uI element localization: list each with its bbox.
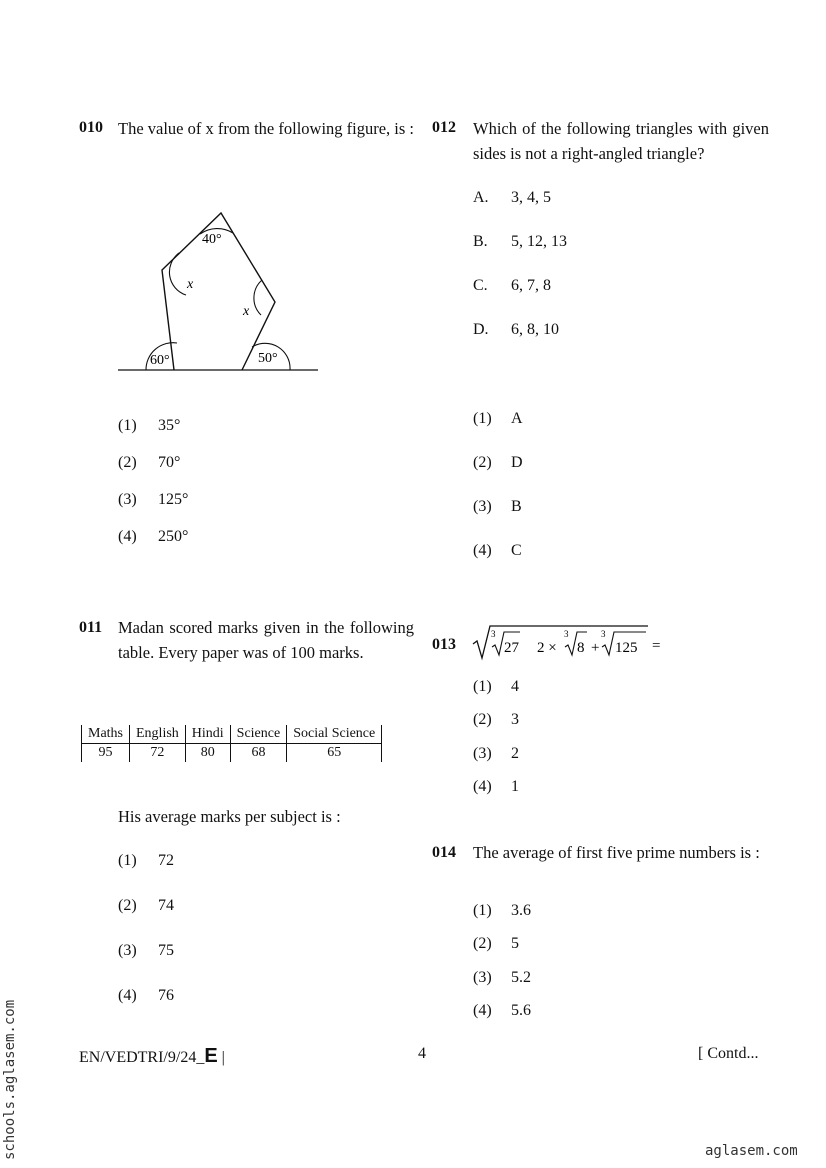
q012-option-4[interactable]: (4) C [473,542,522,559]
q014-option-2[interactable]: (2) 5 [473,935,519,952]
table-cell: 68 [230,744,287,763]
q013-root-index: 3 [491,629,496,639]
footer-separator: | [221,1049,225,1066]
table-header-cell: English [130,725,186,744]
paper-code: EN/VEDTRI/9/24_ [79,1049,205,1066]
table-cell: 65 [287,744,382,763]
q010-pentagon-figure [112,205,324,377]
q014-option-4[interactable]: (4) 5.6 [473,1002,531,1019]
q013-radical-expression [470,622,670,664]
q010-option-1[interactable]: (1) 35° [118,417,181,434]
q013-equals: = [652,638,661,654]
q011-option-4[interactable]: (4) 76 [118,987,174,1004]
figure-angle-right-base: 50° [258,351,278,366]
q010-number: 010 [79,119,103,136]
q011-option-3[interactable]: (3) 75 [118,942,174,959]
contd-label: [ Contd... [698,1045,759,1062]
corner-watermark: aglasem.com [705,1143,798,1159]
figure-var-left: x [187,277,194,292]
figure-angle-top: 40° [202,232,222,247]
q013-option-4[interactable]: (4) 1 [473,778,519,795]
q011-marks-table [81,725,382,762]
table-header-row [82,725,382,744]
q012-number: 012 [432,119,456,136]
page-number: 4 [418,1045,426,1062]
q013-root-index: 3 [564,629,569,639]
q013-plus: + [591,640,600,656]
q013-root-index: 3 [601,629,606,639]
q012-choice-d: D. 6, 8, 10 [473,321,559,338]
q011-option-2[interactable]: (2) 74 [118,897,174,914]
table-header-cell: Maths [82,725,130,744]
q013-radicand-b: 8 [577,640,585,656]
q011-prompt: His average marks per subject is : [118,807,341,826]
table-cell: 80 [185,744,230,763]
q014-number: 014 [432,844,456,861]
table-row [82,744,382,763]
side-watermark: schools.aglasem.com [2,999,18,1160]
q012-option-2[interactable]: (2) D [473,454,523,471]
q010-option-4[interactable]: (4) 250° [118,528,189,545]
q014-option-3[interactable]: (3) 5.2 [473,969,531,986]
q012-option-1[interactable]: (1) A [473,410,523,427]
q013-option-1[interactable]: (1) 4 [473,678,519,695]
q013-times: 2 × [537,640,557,656]
q013-number: 013 [432,636,456,653]
q010-option-3[interactable]: (3) 125° [118,491,189,508]
table-header-cell: Social Science [287,725,382,744]
q013-option-3[interactable]: (3) 2 [473,745,519,762]
q012-choice-b: B. 5, 12, 13 [473,233,567,250]
figure-var-right: x [243,304,250,319]
q012-choice-c: C. 6, 7, 8 [473,277,551,294]
q014-option-1[interactable]: (1) 3.6 [473,902,531,919]
q013-option-2[interactable]: (2) 3 [473,711,519,728]
q012-option-3[interactable]: (3) B [473,498,522,515]
table-cell: 72 [130,744,186,763]
q011-option-1[interactable]: (1) 72 [118,852,174,869]
q013-radicand-a: 27 [504,640,519,656]
q014-question-text: The average of first five prime numbers is : [473,843,760,862]
table-cell: 95 [98,745,113,760]
footer-paper-code [79,1045,225,1068]
q011-question-text: Madan scored marks given in the following table. Every paper was of 100 marks. [118,618,414,662]
table-header-cell: Hindi [185,725,230,744]
q012-choice-a: A. 3, 4, 5 [473,189,551,206]
q011-number: 011 [79,619,103,636]
figure-angle-left-base: 60° [150,353,170,368]
table-header-cell: Science [230,725,287,744]
set-letter: E [204,1045,218,1067]
q012-question-text: Which of the following triangles with given sides is not a right-angled triangle? [473,119,769,163]
q013-radicand-c: 125 [615,640,638,656]
q010-option-2[interactable]: (2) 70° [118,454,181,471]
q010-question-text: The value of x from the following figure, is : [118,119,415,138]
